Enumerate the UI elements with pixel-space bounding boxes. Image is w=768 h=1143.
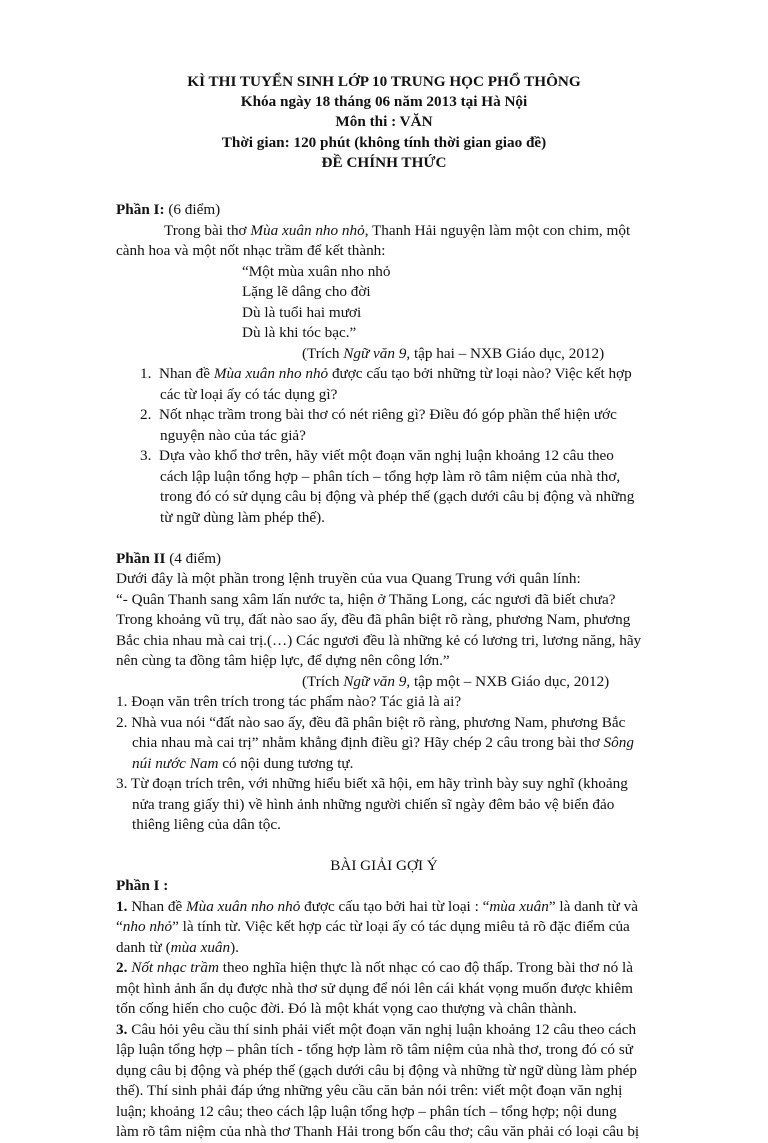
part1-heading: Phần I: (6 điểm) (116, 201, 221, 219)
poem-line: “Một mùa xuân nho nhỏ (242, 262, 391, 280)
exam-subject: Môn thi : VĂN (335, 113, 433, 131)
part2-question-1: 1. Đoạn văn trên trích trong tác phẩm nào? Tác giả là ai? (116, 693, 462, 711)
part1-question-3: 3. Dựa vào khổ thơ trên, hãy viết một đoạn văn nghị luận khoảng 12 câu theo cách lập luận tổng hợp – phân tích – tổng hợp làm rõ tâm niệm của nhà thơ, trong đó có sử dụng câu bị động và phép thế (gạch dưới câu bị động và những từ ngữ dùng làm phép thế). (140, 447, 635, 526)
quote-line: Trong khoảng vũ trụ, đất nào sao ấy, đều đã phân biệt rõ ràng, phương Nam, phương (116, 611, 631, 629)
part1-intro-cont: cành hoa và một nốt nhạc trầm để kết thành: (116, 242, 386, 260)
quote-line: “- Quân Thanh sang xâm lấn nước ta, hiện ở Thăng Long, các ngươi đã biết chưa? (116, 590, 616, 608)
answer-3: 3. Câu hỏi yêu cầu thí sinh phải viết một đoạn văn nghị luận khoảng 12 câu theo cách lập luận tổng hợp – phân tích - tổng hợp làm rõ tâm niệm của nhà thơ, trong đó có sử dụng câu bị động và phép thế (gạch dưới câu bị động và những từ ngữ dùng làm phép thế). Thí sinh phải đáp ứng những yêu cầu căn bản nói trên: viết một đoạn văn nghị luận; khoảng 12 câu; theo cách lập luận tổng hợp – phân tích – tổng hợp; nội dung làm rõ tâm niệm của nhà thơ Thanh Hải trong bốn câu thơ; câu văn phải có loại câu bị (116, 1020, 640, 1141)
poem-line: Lặng lẽ dâng cho đời (242, 283, 371, 301)
answer-1: 1. Nhan đề Mùa xuân nho nhỏ được cấu tạo bởi hai từ loại : “mùa xuân” là danh từ và “nho nhỏ” là tính từ. Việc kết hợp các từ loại ấy có tác dụng miêu tả rõ đặc điểm của danh từ (mùa xuân). (116, 897, 639, 956)
part1-source: (Trích Ngữ văn 9, tập hai – NXB Giáo dục, 2012) (302, 344, 605, 362)
part1-question-2: 2. Nốt nhạc trầm trong bài thơ có nét riêng gì? Điều đó góp phần thể hiện ước nguyện nào của tác giả? (140, 406, 617, 444)
part2-intro: Dưới đây là một phần trong lệnh truyền của vua Quang Trung với quân lính: (116, 570, 581, 588)
exam-header (116, 72, 652, 173)
part2-heading: Phần II (4 điểm) (116, 549, 222, 567)
part2-quote (116, 590, 652, 672)
part1-question-1: 1. Nhan đề Mùa xuân nho nhỏ được cấu tạo bởi những từ loại nào? Việc kết hợp các từ loại ấy có tác dụng gì? (140, 365, 632, 403)
answer-2: 2. Nốt nhạc trầm theo nghĩa hiện thực là nốt nhạc có cao độ thấp. Trong bài thơ nó là một hình ảnh ẩn dụ được nhà thơ sử dụng để nói lên cái khát vọng muốn được khiêm tốn cống hiến cho cuộc đời. Đó là một khát vọng cao thượng và chân thành. (116, 959, 633, 1018)
poem-line: Dù là tuổi hai mươi (242, 303, 362, 321)
part2-question-2: 2. Nhà vua nói “đất nào sao ấy, đều đã phân biệt rõ ràng, phương Nam, phương Bắc chia nhau mà cai trị” nhằm khẳng định điều gì? Hãy chép 2 câu trong bài thơ Sông núi nước Nam có nội dung tương tự. (116, 713, 634, 772)
exam-title: KÌ THI TUYỂN SINH LỚP 10 TRUNG HỌC PHỔ THÔNG (187, 73, 581, 90)
poem-line: Dù là khi tóc bạc.” (242, 324, 357, 342)
part2-source: (Trích Ngữ văn 9, tập một – NXB Giáo dục, 2012) (302, 672, 610, 690)
answer-part1-title: Phần I : (116, 877, 169, 895)
part1-intro: Trong bài thơ Mùa xuân nho nhỏ, Thanh Hải nguyện làm một con chim, một (164, 221, 631, 239)
part2-question-3: 3. Từ đoạn trích trên, với những hiểu biết xã hội, em hãy trình bày suy nghĩ (khoảng nửa trang giấy thi) về hình ảnh những người chiến sĩ ngày đêm bảo vệ biển đảo thiêng liêng của dân tộc. (116, 775, 628, 834)
exam-body (116, 180, 652, 1143)
exam-official-label: ĐỀ CHÍNH THỨC (321, 153, 447, 171)
exam-date: Khóa ngày 18 tháng 06 năm 2013 tại Hà Nội (240, 93, 528, 111)
quote-line: Bắc chia nhau mà cai trị.(…) Các ngươi đều là những kẻ có lương tri, lương năng, hãy (116, 631, 642, 649)
answer-heading: BÀI GIẢI GỢI Ý (330, 856, 438, 874)
exam-duration: Thời gian: 120 phút (không tính thời gian giao đề) (221, 133, 547, 151)
quote-line: nên cùng ta đồng tâm hiệp lực, để dựng nên công lớn.” (116, 652, 450, 670)
